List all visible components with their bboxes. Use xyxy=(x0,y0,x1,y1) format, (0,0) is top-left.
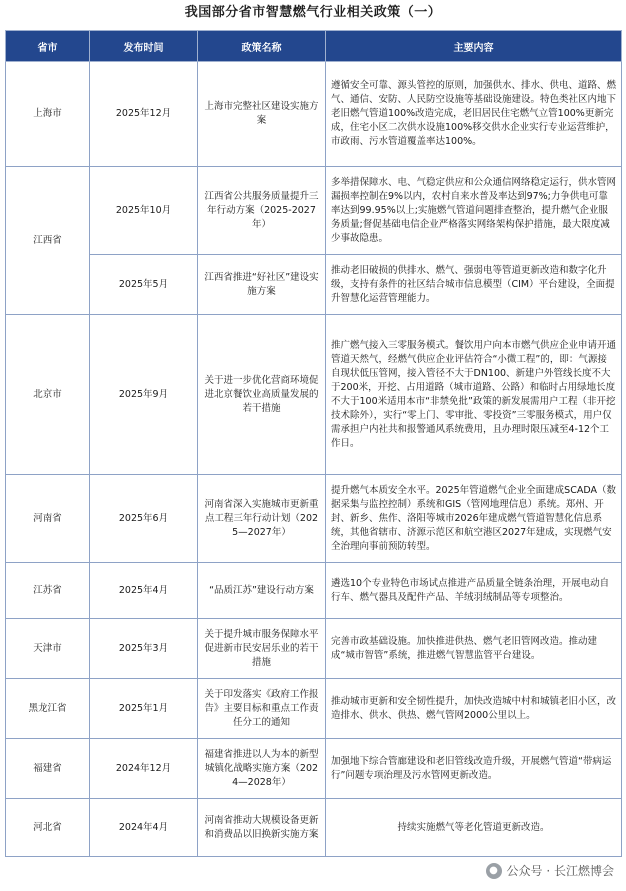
header-content: 主要内容 xyxy=(326,31,622,62)
header-date: 发布时间 xyxy=(90,31,198,62)
cell-content: 推动老旧破损的供排水、燃气、强弱电等管道更新改造和数字化升级，支持有条件的社区结合城市信息模型（CIM）平台建设，全面提升智慧化运营管理能力。 xyxy=(326,255,622,315)
cell-province: 上海市 xyxy=(6,62,90,167)
cell-policy: 江西省推进“好社区”建设实施方案 xyxy=(198,255,326,315)
table-row xyxy=(6,563,622,619)
cell-policy: 上海市完整社区建设实施方案 xyxy=(198,62,326,167)
cell-province: 福建省 xyxy=(6,739,90,799)
cell-province: 北京市 xyxy=(6,315,90,475)
cell-date: 2024年4月 xyxy=(90,799,198,857)
cell-date: 2025年1月 xyxy=(90,679,198,739)
cell-policy: 关于印发落实《政府工作报告》主要目标和重点工作责任分工的通知 xyxy=(198,679,326,739)
cell-province: 江西省 xyxy=(6,167,90,315)
cell-date: 2025年10月 xyxy=(90,167,198,255)
cell-content: 提升燃气本质安全水平。2025年管道燃气企业全面建成SCADA（数据采集与监控控制）系统和GIS（管网地理信息）系统。郑州、开封、新乡、焦作、洛阳等城市2026年建成燃气管道智慧化信息系统，其他省辖市、济源示范区和航空港区2027年建成，实现燃气安全治理向事前预防转型。 xyxy=(326,475,622,563)
table-row xyxy=(6,799,622,857)
table-row xyxy=(6,255,622,315)
header-province: 省市 xyxy=(6,31,90,62)
wechat-icon: ● xyxy=(486,863,502,879)
cell-province: 江苏省 xyxy=(6,563,90,619)
policy-table xyxy=(5,30,622,857)
cell-policy: 江西省公共服务质量提升三年行动方案（2025-2027年） xyxy=(198,167,326,255)
cell-date: 2025年4月 xyxy=(90,563,198,619)
cell-policy: 福建省推进以人为本的新型城镇化战略实施方案（2024—2028年） xyxy=(198,739,326,799)
cell-content: 推动城市更新和安全韧性提升，加快改造城中村和城镇老旧小区，改造排水、供水、供热、燃气管网2000公里以上。 xyxy=(326,679,622,739)
cell-date: 2025年9月 xyxy=(90,315,198,475)
page-title: 我国部分省市智慧燃气行业相关政策（一） xyxy=(184,5,442,20)
table-row xyxy=(6,315,622,475)
table-header-row xyxy=(6,31,622,62)
cell-content: 遵循安全可靠、源头管控的原则，加强供水、排水、供电、道路、燃气、通信、安防、人民防空设施等基础设施建设。特色类社区内地下老旧燃气管道100%改造完成，老旧居民住宅燃气立管100%更新完成，住宅小区二次供水设施100%移交供水企业实行专业运营维护，市政雨、污水管道覆盖率达100%。 xyxy=(326,62,622,167)
cell-policy: 关于提升城市服务保障水平促进新市民安居乐业的若干措施 xyxy=(198,619,326,679)
watermark-text: 公众号 · 长江燃博会 xyxy=(506,864,614,878)
table-row xyxy=(6,739,622,799)
table-row xyxy=(6,167,622,255)
cell-content: 推广燃气接入三零服务模式。餐饮用户向本市燃气供应企业申请开通管道天然气，经燃气供应企业评估符合“小微工程”的，即：气源接自现状低压管网，接入管径不大于DN100、新建户外管线长度不大于200米，开挖、占用道路（城市道路、公路）和临时占用绿地长度不大于100米适用本市“非禁免批”政策的新发展需用户工程（非开挖技术除外），实行“零上门、零审批、零投资”三零服务模式，用户仅需承担户内社共和报警通风系统费用，且办理时限压减至4-12个工作日。 xyxy=(326,315,622,475)
cell-date: 2025年3月 xyxy=(90,619,198,679)
table-row xyxy=(6,619,622,679)
header-policy: 政策名称 xyxy=(198,31,326,62)
cell-policy: 关于进一步优化营商环境促进北京餐饮业高质量发展的若干措施 xyxy=(198,315,326,475)
cell-date: 2025年12月 xyxy=(90,62,198,167)
cell-content: 加强地下综合管廊建设和老旧管线改造升级，开展燃气管道“带病运行”问题专项治理及污水管网更新改造。 xyxy=(326,739,622,799)
cell-date: 2025年6月 xyxy=(90,475,198,563)
table-row xyxy=(6,62,622,167)
cell-date: 2024年12月 xyxy=(90,739,198,799)
cell-content: 完善市政基础设施。加快推进供热、燃气老旧管网改造。推动建成“城市智管”系统，推进燃气智慧监管平台建设。 xyxy=(326,619,622,679)
table-row xyxy=(6,475,622,563)
cell-content: 多举措保障水、电、气稳定供应和公众通信网络稳定运行，供水管网漏损率控制在9%以内，农村自来水普及率达到97%;力争供电可靠率达到99.95%以上;实施燃气管道问题排查整治，提升燃气企业服务质量;督促基础电信企业严格落实网络架构保护措施，最大限度减少事故隐患。 xyxy=(326,167,622,255)
cell-province: 河北省 xyxy=(6,799,90,857)
cell-content: 遴选10个专业特色市场试点推进产品质量全链条治理，开展电动自行车、燃气器具及配件产品、羊绒羽绒制品等专项整治。 xyxy=(326,563,622,619)
cell-content: 持续实施燃气等老化管道更新改造。 xyxy=(326,799,622,857)
cell-policy: “品质江苏”建设行动方案 xyxy=(198,563,326,619)
cell-date: 2025年5月 xyxy=(90,255,198,315)
cell-province: 河南省 xyxy=(6,475,90,563)
cell-policy: 河南省推动大规模设备更新和消费品以旧换新实施方案 xyxy=(198,799,326,857)
watermark xyxy=(486,862,614,879)
table-row xyxy=(6,679,622,739)
cell-policy: 河南省深入实施城市更新重点工程三年行动计划（2025—2027年） xyxy=(198,475,326,563)
cell-province: 黑龙江省 xyxy=(6,679,90,739)
cell-province: 天津市 xyxy=(6,619,90,679)
